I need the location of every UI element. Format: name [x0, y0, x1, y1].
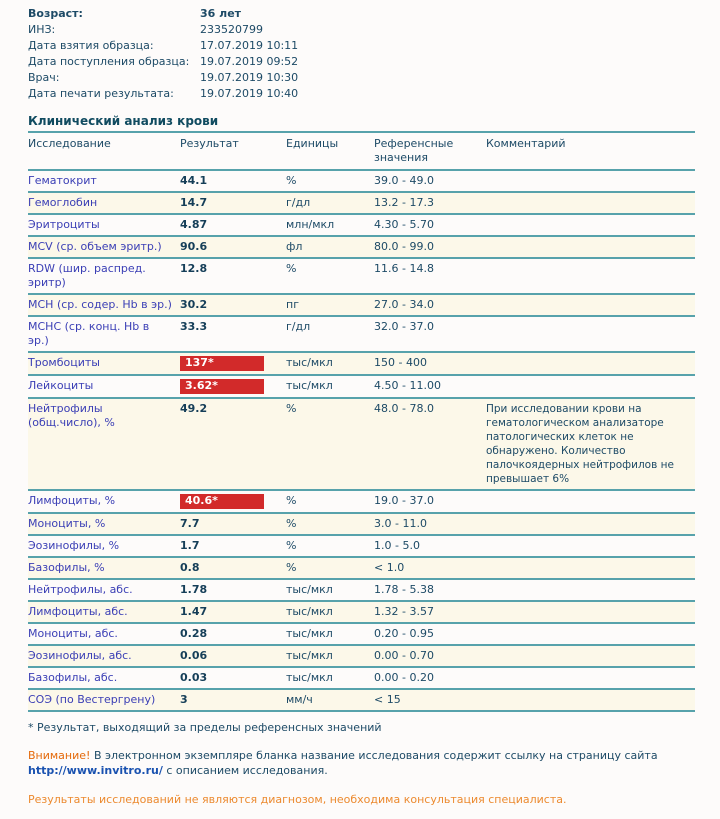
table-row	[28, 352, 695, 375]
reference-range-cell: 0.00 - 0.70	[374, 645, 486, 667]
result-cell: 7.7	[180, 513, 286, 535]
parameter-name-cell: RDW (шир. распред. эритр)	[28, 258, 180, 294]
result-cell: 0.03	[180, 667, 286, 689]
metadata-value: 17.07.2019 10:11	[200, 39, 299, 52]
units-cell: г/дл	[286, 192, 374, 214]
table-row	[28, 490, 695, 513]
units-cell: тыс/мкл	[286, 601, 374, 623]
units-cell: тыс/мкл	[286, 375, 374, 398]
table-row	[28, 236, 695, 258]
reference-range-cell: 1.0 - 5.0	[374, 535, 486, 557]
table-row	[28, 601, 695, 623]
metadata-label: Возраст:	[28, 7, 83, 20]
parameter-name-cell: MCH (ср. содер. Hb в эр.)	[28, 294, 180, 316]
comment-cell	[486, 623, 695, 645]
comment-cell	[486, 352, 695, 375]
units-cell: %	[286, 535, 374, 557]
result-cell: 14.7	[180, 192, 286, 214]
column-header-result: Результат	[180, 132, 286, 170]
metadata-value: 19.07.2019 09:52	[200, 55, 299, 68]
reference-range-cell: 48.0 - 78.0	[374, 398, 486, 490]
metadata-value: 19.07.2019 10:30	[200, 71, 299, 84]
reference-range-cell: 1.78 - 5.38	[374, 579, 486, 601]
metadata-row	[28, 54, 695, 70]
units-cell: фл	[286, 236, 374, 258]
parameter-name-cell: Лимфоциты, абс.	[28, 601, 180, 623]
metadata-value: 36 лет	[200, 7, 242, 20]
column-header-comment: Комментарий	[486, 132, 695, 170]
reference-range-cell: 3.0 - 11.0	[374, 513, 486, 535]
result-cell: 1.78	[180, 579, 286, 601]
invitro-link[interactable]: http://www.invitro.ru/	[28, 764, 163, 777]
units-cell: тыс/мкл	[286, 623, 374, 645]
reference-range-cell: 32.0 - 37.0	[374, 316, 486, 352]
result-cell	[180, 352, 286, 375]
table-row	[28, 192, 695, 214]
parameter-name-cell: Эритроциты	[28, 214, 180, 236]
result-cell	[180, 375, 286, 398]
reference-range-cell: 4.50 - 11.00	[374, 375, 486, 398]
comment-cell	[486, 557, 695, 579]
metadata-row	[28, 38, 695, 54]
parameter-name-cell: MCV (ср. объем эритр.)	[28, 236, 180, 258]
parameter-name-cell: Базофилы, абс.	[28, 667, 180, 689]
units-cell: %	[286, 513, 374, 535]
comment-cell	[486, 192, 695, 214]
warning-note	[28, 748, 688, 778]
metadata-label: Дата печати результата:	[28, 87, 174, 100]
result-cell: 0.06	[180, 645, 286, 667]
metadata-value: 19.07.2019 10:40	[200, 87, 299, 100]
units-cell: %	[286, 557, 374, 579]
units-cell: мм/ч	[286, 689, 374, 711]
reference-range-cell: 27.0 - 34.0	[374, 294, 486, 316]
result-cell: 44.1	[180, 170, 286, 192]
column-header-test: Исследование	[28, 132, 180, 170]
table-row	[28, 535, 695, 557]
comment-cell	[486, 513, 695, 535]
reference-range-cell: 4.30 - 5.70	[374, 214, 486, 236]
comment-cell	[486, 535, 695, 557]
parameter-name-cell: Нейтрофилы, абс.	[28, 579, 180, 601]
units-cell: г/дл	[286, 316, 374, 352]
units-cell: пг	[286, 294, 374, 316]
reference-range-cell: 1.32 - 3.57	[374, 601, 486, 623]
parameter-name-cell: Моноциты, абс.	[28, 623, 180, 645]
metadata-row	[28, 6, 695, 22]
reference-range-cell: 0.20 - 0.95	[374, 623, 486, 645]
comment-cell: При исследовании крови на гематологическом анализаторе патологических клеток не обнаружено. Количество палочкоядерных нейтрофилов не превышает 6%	[486, 398, 695, 490]
parameter-name-cell: Лимфоциты, %	[28, 490, 180, 513]
comment-cell	[486, 579, 695, 601]
units-cell: %	[286, 398, 374, 490]
comment-cell	[486, 375, 695, 398]
result-cell: 4.87	[180, 214, 286, 236]
units-cell: тыс/мкл	[286, 579, 374, 601]
disclaimer-note: Результаты исследований не являются диагнозом, необходима консультация специалиста.	[28, 793, 567, 806]
units-cell: млн/мкл	[286, 214, 374, 236]
metadata-label: Врач:	[28, 71, 60, 84]
comment-cell	[486, 645, 695, 667]
units-cell: тыс/мкл	[286, 667, 374, 689]
units-cell: %	[286, 258, 374, 294]
table-row	[28, 398, 695, 490]
metadata-row	[28, 86, 695, 102]
table-row	[28, 689, 695, 711]
reference-range-cell: 0.00 - 0.20	[374, 667, 486, 689]
parameter-name-cell: Гематокрит	[28, 170, 180, 192]
result-cell	[180, 490, 286, 513]
out-of-range-result-badge: 137*	[180, 356, 264, 371]
units-cell: %	[286, 490, 374, 513]
result-cell: 3	[180, 689, 286, 711]
comment-cell	[486, 490, 695, 513]
reference-range-cell: < 15	[374, 689, 486, 711]
out-of-range-footnote: * Результат, выходящий за пределы референсных значений	[28, 721, 382, 734]
parameter-name-cell: MCHC (ср. конц. Hb в эр.)	[28, 316, 180, 352]
parameter-name-cell: Эозинофилы, абс.	[28, 645, 180, 667]
table-row	[28, 645, 695, 667]
reference-range-cell: 39.0 - 49.0	[374, 170, 486, 192]
out-of-range-result-badge: 40.6*	[180, 494, 264, 509]
parameter-name-cell: Нейтрофилы (общ.число), %	[28, 398, 180, 490]
column-header-reference: Референсные значения	[374, 132, 486, 170]
reference-range-cell: < 1.0	[374, 557, 486, 579]
results-table	[28, 131, 695, 712]
table-row	[28, 170, 695, 192]
section-title: Клинический анализ крови	[28, 114, 219, 128]
parameter-name-cell: Моноциты, %	[28, 513, 180, 535]
metadata-row	[28, 22, 695, 38]
reference-range-cell: 19.0 - 37.0	[374, 490, 486, 513]
table-row	[28, 258, 695, 294]
result-cell: 1.47	[180, 601, 286, 623]
reference-range-cell: 150 - 400	[374, 352, 486, 375]
parameter-name-cell: Лейкоциты	[28, 375, 180, 398]
result-cell: 30.2	[180, 294, 286, 316]
warning-prefix: Внимание!	[28, 749, 91, 762]
reference-range-cell: 13.2 - 17.3	[374, 192, 486, 214]
units-cell: тыс/мкл	[286, 645, 374, 667]
comment-cell	[486, 258, 695, 294]
parameter-name-cell: СОЭ (по Вестергрену)	[28, 689, 180, 711]
out-of-range-result-badge: 3.62*	[180, 379, 264, 394]
table-row	[28, 579, 695, 601]
comment-cell	[486, 689, 695, 711]
comment-cell	[486, 316, 695, 352]
warning-text-after-link: с описанием исследования.	[162, 764, 328, 777]
table-row	[28, 623, 695, 645]
units-cell: %	[286, 170, 374, 192]
table-row	[28, 513, 695, 535]
column-header-units: Единицы	[286, 132, 374, 170]
parameter-name-cell: Базофилы, %	[28, 557, 180, 579]
result-cell: 1.7	[180, 535, 286, 557]
comment-cell	[486, 294, 695, 316]
result-cell: 0.28	[180, 623, 286, 645]
metadata-value: 233520799	[200, 23, 263, 36]
comment-cell	[486, 170, 695, 192]
table-row	[28, 557, 695, 579]
comment-cell	[486, 236, 695, 258]
comment-cell	[486, 601, 695, 623]
reference-range-cell: 11.6 - 14.8	[374, 258, 486, 294]
comment-cell	[486, 214, 695, 236]
result-cell: 33.3	[180, 316, 286, 352]
table-row	[28, 214, 695, 236]
table-row	[28, 375, 695, 398]
reference-range-cell: 80.0 - 99.0	[374, 236, 486, 258]
result-cell: 49.2	[180, 398, 286, 490]
metadata-row	[28, 70, 695, 86]
metadata-label: ИНЗ:	[28, 23, 56, 36]
table-row	[28, 316, 695, 352]
parameter-name-cell: Тромбоциты	[28, 352, 180, 375]
metadata-label: Дата взятия образца:	[28, 39, 154, 52]
metadata-label: Дата поступления образца:	[28, 55, 190, 68]
result-cell: 0.8	[180, 557, 286, 579]
units-cell: тыс/мкл	[286, 352, 374, 375]
warning-text-before-link: В электронном экземпляре бланка название исследования содержит ссылку на страницу сайта	[90, 749, 658, 762]
result-cell: 12.8	[180, 258, 286, 294]
results-table-header	[28, 132, 695, 170]
parameter-name-cell: Гемоглобин	[28, 192, 180, 214]
parameter-name-cell: Эозинофилы, %	[28, 535, 180, 557]
table-row	[28, 294, 695, 316]
report-metadata	[28, 6, 695, 102]
result-cell: 90.6	[180, 236, 286, 258]
